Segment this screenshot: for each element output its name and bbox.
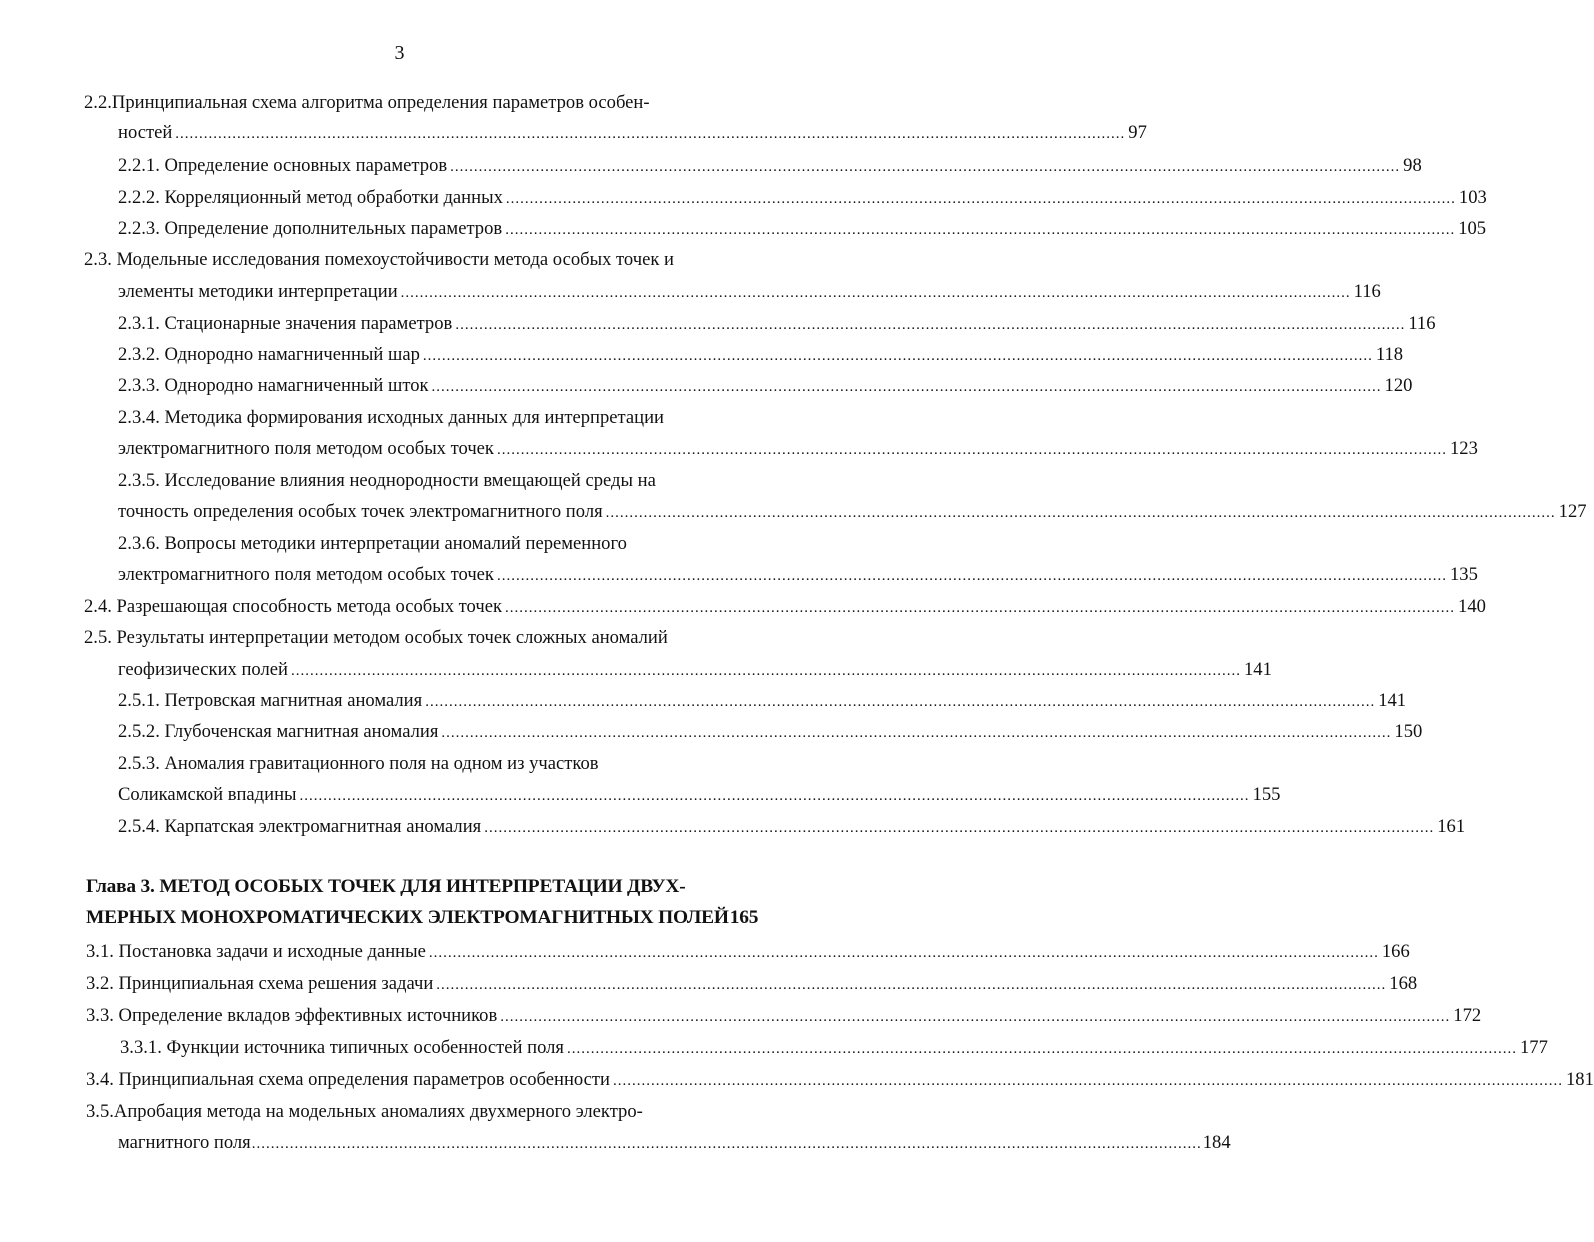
toc-entry-page: 168	[1389, 973, 1418, 994]
toc-entry-page: 127	[1558, 501, 1587, 522]
toc-heading-line: 2.3.5. Исследование влияния неоднородности вмещающей среды на	[118, 470, 656, 491]
toc-entry-title: 3.2. Принципиальная схема решения задачи	[86, 973, 434, 994]
toc-entry-title: 2.2.2. Корреляционный метод обработки данных	[118, 187, 503, 208]
toc-entry	[118, 780, 1281, 810]
toc-entry	[118, 1128, 1231, 1158]
toc-entry	[118, 655, 1272, 685]
leader-dots: ........................................................................................................................................................................................................	[613, 1073, 1563, 1089]
toc-entry-page: 116	[1408, 313, 1436, 334]
toc-entry-page: 120	[1384, 375, 1413, 396]
toc-heading-line: 2.3.4. Методика формирования исходных данных для интерпретации	[118, 407, 664, 428]
toc-entry	[118, 340, 1404, 370]
toc-entry-page: 161	[1437, 816, 1466, 837]
leader-dots: ........................................................................................................................................................................................................	[436, 977, 1387, 993]
toc-entry-title: геофизических полей	[118, 659, 288, 680]
toc-entry-title: 3.3. Определение вкладов эффективных источников	[86, 1005, 498, 1026]
leader-dots: ........................................................................................................................................................................................................	[505, 191, 1456, 207]
toc-entry-page: 141	[1243, 659, 1272, 680]
leader-dots: ........................................................................................................................................................................................................	[455, 317, 1406, 333]
leader-dots: ........................................................................................................................................................................................................	[422, 348, 1373, 364]
toc-entry-page: 140	[1458, 596, 1486, 617]
toc-heading-line: 2.3. Модельные исследования помехоустойчивости метода особых точек и	[84, 249, 674, 270]
toc-entry	[118, 371, 1413, 401]
toc-entry-page: 141	[1378, 690, 1407, 711]
leader-dots: ........................................................................................................................................................................................................	[299, 788, 1250, 804]
toc-entry	[118, 434, 1478, 464]
toc-entry-page: 177	[1519, 1037, 1548, 1058]
chapter-title-entry	[86, 903, 759, 933]
toc-entry	[118, 812, 1466, 842]
toc-entry-page: 97	[1128, 122, 1147, 143]
toc-entry-title: МЕРНЫХ МОНОХРОМАТИЧЕСКИХ ЭЛЕКТРОМАГНИТНЫХ ПОЛЕЙ	[86, 907, 729, 928]
leader-dots: ........................................................................................................................................................................................................	[251, 1136, 1202, 1152]
toc-entry-title: электромагнитного поля методом особых точек	[118, 564, 494, 585]
toc-entry-page: 103	[1458, 187, 1487, 208]
leader-dots: ........................................................................................................................................................................................................	[484, 820, 1435, 836]
toc-entry-title: электромагнитного поля методом особых точек	[118, 438, 494, 459]
toc-entry	[86, 969, 1418, 999]
toc-heading-line: 2.2.Принципиальная схема алгоритма определения параметров особен-	[84, 92, 650, 113]
toc-entry-title: точность определения особых точек электромагнитного поля	[118, 501, 603, 522]
chapter-title: Глава 3. МЕТОД ОСОБЫХ ТОЧЕК ДЛЯ ИНТЕРПРЕТАЦИИ ДВУХ-	[86, 876, 686, 897]
toc-entry-title: 2.4. Разрешающая способность метода особых точек	[84, 596, 503, 617]
leader-dots: ........................................................................................................................................................................................................	[605, 505, 1556, 521]
toc-entry-title: 3.3.1. Функции источника типичных особенностей поля	[120, 1037, 564, 1058]
leader-dots: ........................................................................................................................................................................................................	[505, 222, 1456, 238]
leader-dots: ........................................................................................................................................................................................................	[500, 1009, 1451, 1025]
leader-dots: ........................................................................................................................................................................................................	[431, 379, 1382, 395]
toc-entry-page: 116	[1353, 281, 1381, 302]
leader-dots: ........................................................................................................................................................................................................	[450, 159, 1401, 175]
toc-entry-page: 118	[1375, 344, 1404, 365]
toc-entry	[86, 1001, 1482, 1031]
toc-entry-title: ностей	[118, 122, 173, 143]
toc-entry-title: 2.2.1. Определение основных параметров	[118, 155, 448, 176]
toc-entry	[118, 497, 1587, 527]
leader-dots: ........................................................................................................................................................................................................	[400, 285, 1351, 301]
toc-entry-page: 123	[1449, 438, 1478, 459]
toc-heading-line: 2.5.3. Аномалия гравитационного поля на одном из участков	[118, 753, 599, 774]
toc-entry-title: 2.3.3. Однородно намагниченный шток	[118, 375, 429, 396]
toc-entry-title: 2.5.4. Карпатская электромагнитная аномалия	[118, 816, 482, 837]
toc-entry-page: 172	[1453, 1005, 1482, 1026]
toc-entry-page: 105	[1458, 218, 1487, 239]
leader-dots: ........................................................................................................................................................................................................	[175, 126, 1126, 142]
toc-heading-line: 2.3.6. Вопросы методики интерпретации аномалий переменного	[118, 533, 627, 554]
toc-entry-page: 184	[1202, 1132, 1231, 1153]
toc-entry	[84, 592, 1486, 622]
toc-heading-line: 3.5.Апробация метода на модельных аномалиях двухмерного электро-	[86, 1101, 643, 1122]
toc-entry-page: 181	[1566, 1069, 1594, 1090]
toc-entry	[86, 937, 1410, 967]
leader-dots: ........................................................................................................................................................................................................	[290, 663, 1241, 679]
toc-entry-page: 150	[1394, 721, 1423, 742]
toc-entry	[118, 309, 1436, 339]
toc-entry	[118, 560, 1478, 590]
toc-entry-page: 98	[1403, 155, 1422, 176]
leader-dots: ........................................................................................................................................................................................................	[505, 600, 1456, 616]
toc-entry	[118, 151, 1422, 181]
leader-dots: ........................................................................................................................................................................................................	[496, 442, 1447, 458]
toc-entry	[118, 118, 1147, 148]
leader-dots: ........................................................................................................................................................................................................	[428, 945, 1379, 961]
toc-entry	[118, 686, 1407, 716]
toc-entry	[118, 717, 1423, 747]
toc-entry-title: 3.4. Принципиальная схема определения параметров особенности	[86, 1069, 610, 1090]
toc-entry-title: 3.1. Постановка задачи и исходные данные	[86, 941, 426, 962]
toc-entry-title: 2.5.2. Глубоченская магнитная аномалия	[118, 721, 439, 742]
leader-dots: ........................................................................................................................................................................................................	[496, 568, 1447, 584]
toc-entry-title: 2.3.2. Однородно намагниченный шар	[118, 344, 420, 365]
toc-entry	[118, 214, 1487, 244]
toc-entry-title: 2.3.1. Стационарные значения параметров	[118, 313, 453, 334]
toc-entry-page: 135	[1449, 564, 1478, 585]
page-number: 3	[394, 42, 405, 64]
toc-entry	[120, 1033, 1548, 1063]
toc-entry-page: 155	[1252, 784, 1281, 805]
toc-entry-page: 165	[729, 907, 759, 928]
leader-dots: ........................................................................................................................................................................................................	[441, 725, 1392, 741]
toc-entry-title: магнитного поля	[118, 1132, 251, 1153]
toc-heading-line: 2.5. Результаты интерпретации методом особых точек сложных аномалий	[84, 627, 668, 648]
toc-entry-page: 166	[1381, 941, 1410, 962]
toc-entry-title: Соликамской впадины	[118, 784, 297, 805]
toc-entry-title: 2.2.3. Определение дополнительных параметров	[118, 218, 503, 239]
toc-entry-title: элементы методики интерпретации	[118, 281, 398, 302]
toc-entry	[118, 183, 1487, 213]
toc-entry-title: 2.5.1. Петровская магнитная аномалия	[118, 690, 423, 711]
toc-entry	[86, 1065, 1594, 1095]
leader-dots: ........................................................................................................................................................................................................	[425, 694, 1376, 710]
toc-entry	[118, 277, 1381, 307]
leader-dots: ........................................................................................................................................................................................................	[566, 1041, 1517, 1057]
